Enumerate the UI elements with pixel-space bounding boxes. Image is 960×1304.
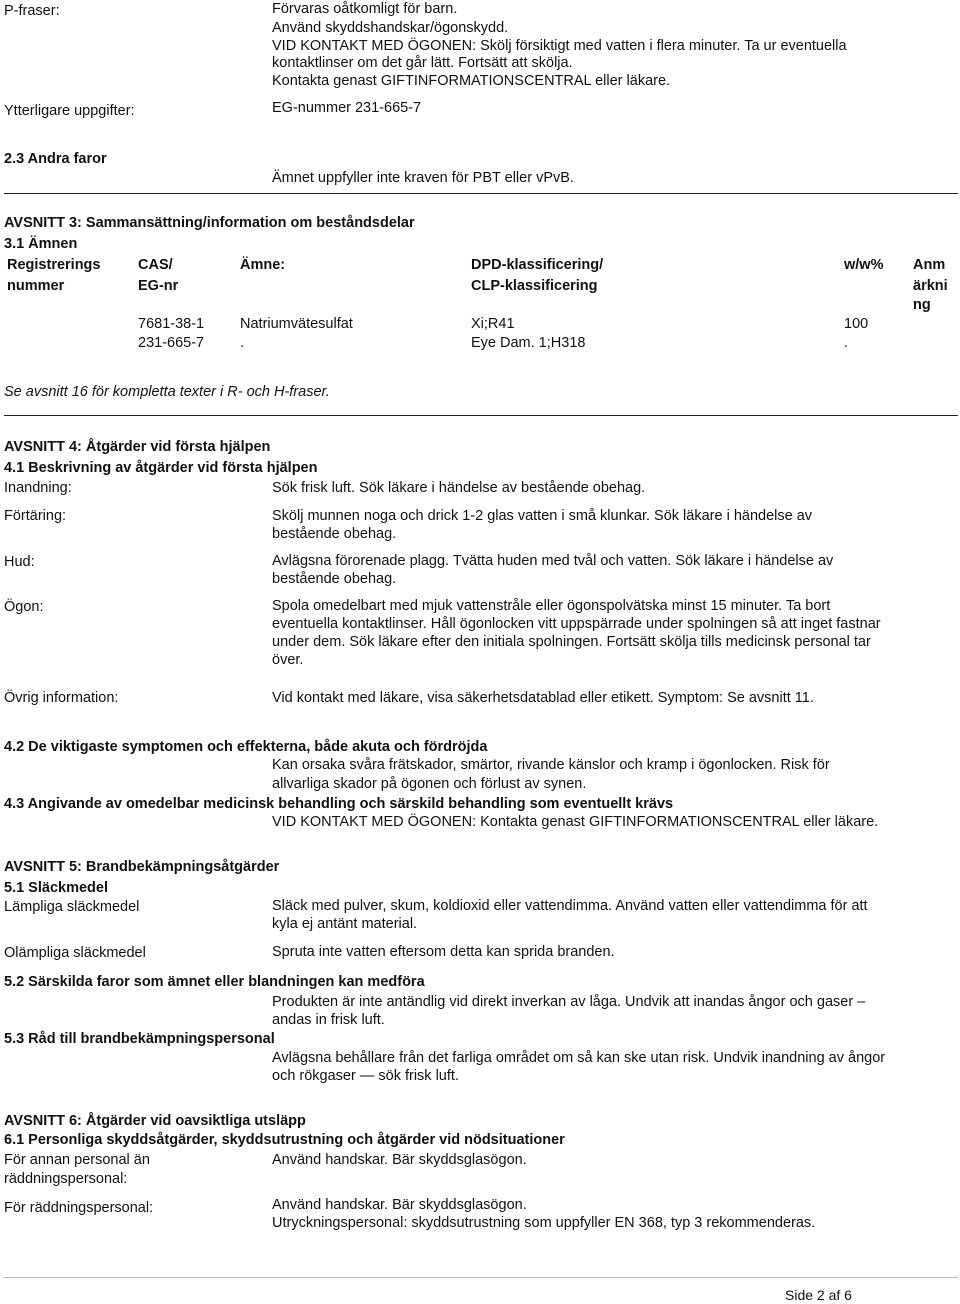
col-header-dpd: CLP-klassificering	[471, 278, 598, 294]
inandning-text: Sök frisk luft. Sök läkare i händelse av bestående obehag.	[272, 480, 646, 496]
cell-eg: 231-665-7	[138, 335, 205, 351]
p-fraser-line: kontaktlinser om det går lätt. Fortsätt att skölja.	[272, 55, 573, 71]
section-4-3-heading: 4.3 Angivande av omedelbar medicinsk behandling och särskild behandling som eventuellt krävs	[4, 796, 674, 812]
p-fraser-line: Kontakta genast GIFTINFORMATIONSCENTRAL eller läkare.	[272, 73, 671, 89]
col-header-cas: CAS/	[138, 257, 173, 273]
section-5-heading: AVSNITT 5: Brandbekämpningsåtgärder	[4, 859, 280, 875]
radd-label: För räddningspersonal:	[4, 1200, 154, 1216]
section-3-1-heading: 3.1 Ämnen	[4, 236, 78, 252]
p-fraser-line: Förvaras oåtkomligt för barn.	[272, 1, 458, 17]
ytterligare-label: Ytterligare uppgifter:	[4, 103, 135, 119]
p-fraser-line: VID KONTAKT MED ÖGONEN: Skölj försiktigt med vatten i flera minuter. Ta ur eventuella	[272, 38, 847, 54]
cell-ww: 100	[844, 316, 869, 332]
section-4-1-heading: 4.1 Beskrivning av åtgärder vid första hjälpen	[4, 460, 318, 476]
ytterligare-value: EG-nummer 231-665-7	[272, 100, 422, 116]
fortaring-text: Skölj munnen noga och drick 1-2 glas vatten i små klunkar. Sök läkare i händelse av	[272, 508, 813, 524]
col-header-cas: EG-nr	[138, 278, 179, 294]
section-2-3-heading: 2.3 Andra faror	[4, 151, 107, 167]
section-4-3-text: VID KONTAKT MED ÖGONEN: Kontakta genast GIFTINFORMATIONSCENTRAL eller läkare.	[272, 814, 879, 830]
col-header-dpd: DPD-klassificering/	[471, 257, 604, 273]
section-4-2-text: allvarliga skador på ögonen och förlust av synen.	[272, 776, 587, 792]
hud-label: Hud:	[4, 554, 35, 570]
radd-text: Utryckningspersonal: skyddsutrustning som uppfyller EN 368, typ 3 rekommenderas.	[272, 1215, 816, 1231]
cell-dpd: Xi;R41	[471, 316, 515, 332]
hud-text: bestående obehag.	[272, 571, 397, 587]
annan-text: Använd handskar. Bär skyddsglasögon.	[272, 1152, 527, 1168]
annan-label: räddningspersonal:	[4, 1171, 128, 1187]
section-5-2-text: Produkten är inte antändlig vid direkt inverkan av låga. Undvik att inandas ångor och gaser –	[272, 994, 866, 1010]
ogon-label: Ögon:	[4, 599, 44, 615]
section-6-1-heading: 6.1 Personliga skyddsåtgärder, skyddsutrustning och åtgärder vid nödsituationer	[4, 1132, 565, 1148]
section-5-2-heading: 5.2 Särskilda faror som ämnet eller blandningen kan medföra	[4, 974, 425, 990]
col-header-reg: nummer	[7, 278, 65, 294]
radd-text: Använd handskar. Bär skyddsglasögon.	[272, 1197, 527, 1213]
col-header-anm: ng	[913, 297, 931, 313]
inandning-label: Inandning:	[4, 480, 72, 496]
lampliga-text: Släck med pulver, skum, koldioxid eller vattendimma. Använd vatten eller vattendimma för att	[272, 898, 868, 914]
section-5-2-text: andas in frisk luft.	[272, 1012, 385, 1028]
col-header-anm: ärkni	[913, 278, 948, 294]
cell-ww: .	[844, 335, 849, 351]
col-header-ww: w/w%	[844, 257, 884, 273]
p-fraser-line: Använd skyddshandskar/ögonskydd.	[272, 20, 509, 36]
cell-clp: Eye Dam. 1;H318	[471, 335, 586, 351]
section-6-heading: AVSNITT 6: Åtgärder vid oavsiktliga utsläpp	[4, 1113, 306, 1129]
ovrig-label: Övrig information:	[4, 690, 119, 706]
ogon-text: eventuella kontaktlinser. Håll ögonlocken vitt uppspärrade under spolningen så att inget fastnar	[272, 616, 881, 632]
cell-amne: .	[240, 335, 245, 351]
divider	[4, 415, 958, 416]
section-5-3-heading: 5.3 Råd till brandbekämpningspersonal	[4, 1031, 275, 1047]
col-header-reg: Registrerings	[7, 257, 101, 273]
ogon-text: över.	[272, 652, 304, 668]
section-3-note: Se avsnitt 16 för kompletta texter i R- och H-fraser.	[4, 384, 330, 400]
olampliga-label: Olämpliga släckmedel	[4, 945, 146, 961]
section-5-3-text: Avlägsna behållare från det farliga området om så kan ske utan risk. Undvik inandning av ångor	[272, 1050, 886, 1066]
p-fraser-label: P-fraser:	[4, 3, 60, 19]
footer-divider	[4, 1277, 958, 1278]
fortaring-label: Förtäring:	[4, 508, 67, 524]
section-2-3-text: Ämnet uppfyller inte kraven för PBT eller vPvB.	[272, 170, 574, 186]
divider	[4, 193, 958, 194]
page-number: Side 2 af 6	[785, 1287, 852, 1303]
ogon-text: under dem. Sök läkare efter den initiala spolningen. Fortsätt skölja tills medicinsk personal tar	[272, 634, 871, 650]
section-4-2-text: Kan orsaka svåra frätskador, smärtor, rivande känslor och kramp i ögonlocken. Risk för	[272, 757, 830, 773]
section-5-1-heading: 5.1 Släckmedel	[4, 880, 108, 896]
section-5-3-text: och rökgaser — sök frisk luft.	[272, 1068, 459, 1084]
annan-label: För annan personal än	[4, 1152, 150, 1168]
olampliga-text: Spruta inte vatten eftersom detta kan sprida branden.	[272, 944, 615, 960]
hud-text: Avlägsna förorenade plagg. Tvätta huden med tvål och vatten. Sök läkare i händelse av	[272, 553, 834, 569]
cell-cas: 7681-38-1	[138, 316, 205, 332]
ovrig-text: Vid kontakt med läkare, visa säkerhetsdatablad eller etikett. Symptom: Se avsnitt 11.	[272, 690, 814, 706]
col-header-amne: Ämne:	[240, 257, 286, 273]
cell-amne: Natriumvätesulfat	[240, 316, 353, 332]
section-4-heading: AVSNITT 4: Åtgärder vid första hjälpen	[4, 439, 271, 455]
ogon-text: Spola omedelbart med mjuk vattenstråle eller ögonspolvätska minst 15 minuter. Ta bort	[272, 598, 831, 614]
fortaring-text: bestående obehag.	[272, 526, 397, 542]
col-header-anm: Anm	[913, 257, 946, 273]
section-4-2-heading: 4.2 De viktigaste symptomen och effekterna, både akuta och fördröjda	[4, 739, 488, 755]
section-3-heading: AVSNITT 3: Sammansättning/information om beståndsdelar	[4, 215, 415, 231]
lampliga-label: Lämpliga släckmedel	[4, 899, 140, 915]
lampliga-text: kyla ej antänt material.	[272, 916, 418, 932]
